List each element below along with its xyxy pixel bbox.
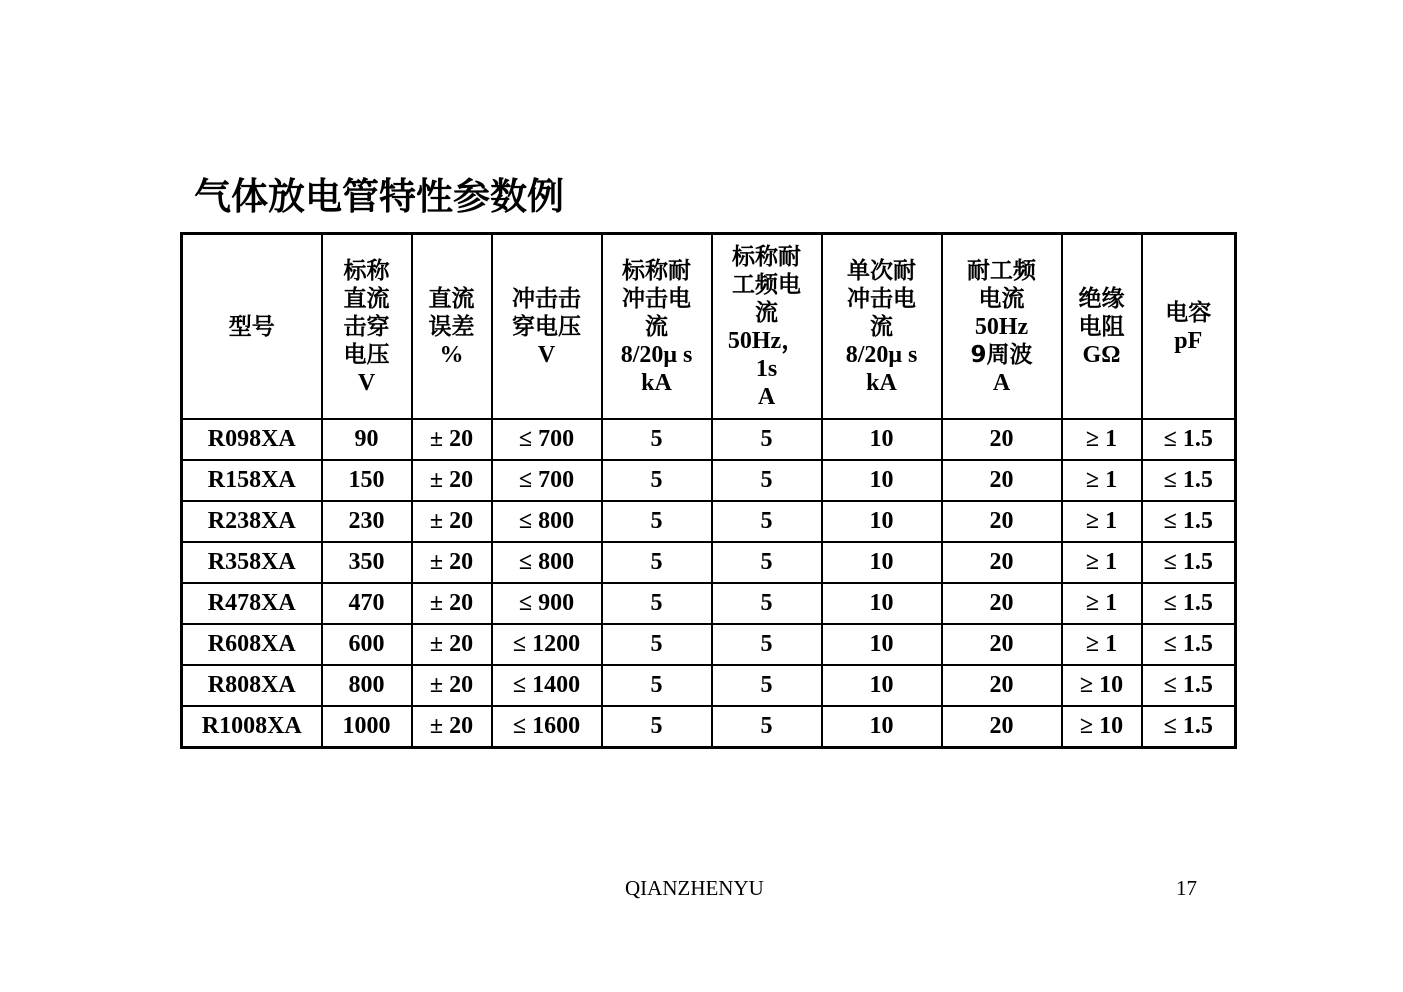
table-cell: 5 (712, 665, 822, 706)
table-header-row (182, 234, 1236, 420)
table-body (182, 419, 1236, 748)
table-cell: 5 (602, 542, 712, 583)
table-cell: ± 20 (412, 624, 492, 665)
table-cell: ≥ 10 (1062, 665, 1142, 706)
table-cell: ≤ 1.5 (1142, 542, 1236, 583)
table-cell: ≥ 1 (1062, 542, 1142, 583)
table-cell: 5 (602, 460, 712, 501)
table-cell: ≤ 700 (492, 419, 602, 460)
column-header-line: 直流 (428, 285, 475, 312)
column-header-line: 1s (755, 355, 778, 382)
column-header-line: 8/20μ s (845, 341, 918, 368)
model-cell: R358XA (182, 542, 322, 583)
column-header-line: 电流 (978, 285, 1025, 312)
table-cell: 600 (322, 624, 412, 665)
column-header-line: 50Hz， (727, 327, 806, 354)
table-cell: 20 (942, 624, 1062, 665)
column-header-line: V (537, 341, 556, 368)
table-cell: ≤ 1.5 (1142, 419, 1236, 460)
column-header (712, 234, 822, 420)
column-header-line: 误差 (428, 313, 475, 340)
table-cell: 20 (942, 501, 1062, 542)
table-cell: 20 (942, 419, 1062, 460)
column-header-line: V (357, 369, 376, 396)
table-cell: 20 (942, 665, 1062, 706)
column-header-line: 绝缘 (1078, 285, 1125, 312)
column-header-line: 冲击电 (622, 285, 691, 312)
model-cell: R808XA (182, 665, 322, 706)
spec-table (180, 232, 1237, 749)
column-header (942, 234, 1062, 420)
table-cell: ≤ 1600 (492, 706, 602, 748)
table-cell: ± 20 (412, 583, 492, 624)
table-cell: 10 (822, 542, 942, 583)
table-cell: ≤ 1.5 (1142, 706, 1236, 748)
table-cell: 20 (942, 706, 1062, 748)
table-cell: 5 (712, 624, 822, 665)
column-header-line: A (992, 369, 1011, 396)
table-row (182, 665, 1236, 706)
column-header-line: 穿电压 (512, 313, 581, 340)
table-cell: 5 (602, 583, 712, 624)
column-header-line: 9周波 (970, 341, 1033, 368)
table-cell: 1000 (322, 706, 412, 748)
table-cell: ≤ 800 (492, 501, 602, 542)
model-cell: R608XA (182, 624, 322, 665)
table-row (182, 542, 1236, 583)
column-header-line: 电阻 (1078, 313, 1125, 340)
table-cell: ≥ 10 (1062, 706, 1142, 748)
table-cell: 470 (322, 583, 412, 624)
table-cell: 10 (822, 419, 942, 460)
table-cell: 5 (712, 542, 822, 583)
column-header (1142, 234, 1236, 420)
table-cell: ± 20 (412, 460, 492, 501)
table-cell: 20 (942, 542, 1062, 583)
table-cell: ± 20 (412, 501, 492, 542)
table-cell: ≤ 900 (492, 583, 602, 624)
table-cell: 5 (602, 706, 712, 748)
table-cell: ≤ 1.5 (1142, 624, 1236, 665)
table-cell: 10 (822, 624, 942, 665)
column-header-line: 50Hz (974, 313, 1029, 340)
table-cell: ≤ 1400 (492, 665, 602, 706)
table-cell: 90 (322, 419, 412, 460)
table-cell: 350 (322, 542, 412, 583)
column-header-line: 流 (755, 299, 778, 326)
column-header-line: 标称 (343, 257, 390, 284)
table-cell: 5 (602, 665, 712, 706)
model-cell: R158XA (182, 460, 322, 501)
table-cell: ≤ 1.5 (1142, 501, 1236, 542)
column-header-line: kA (866, 369, 897, 396)
table-cell: ± 20 (412, 706, 492, 748)
footer-brand: QIANZHENYU (625, 876, 764, 900)
table-row (182, 419, 1236, 460)
column-header (602, 234, 712, 420)
table-cell: ≥ 1 (1062, 501, 1142, 542)
table-cell: 150 (322, 460, 412, 501)
table-cell: ≤ 1.5 (1142, 583, 1236, 624)
table-cell: 5 (602, 419, 712, 460)
table-cell: 230 (322, 501, 412, 542)
model-cell: R478XA (182, 583, 322, 624)
table-row (182, 706, 1236, 748)
table-row (182, 501, 1236, 542)
column-header-line: 单次耐 (847, 257, 916, 284)
table-cell: ≤ 1.5 (1142, 665, 1236, 706)
column-header (322, 234, 412, 420)
table-row (182, 460, 1236, 501)
table-cell: 800 (322, 665, 412, 706)
table-cell: ± 20 (412, 665, 492, 706)
table-row (182, 583, 1236, 624)
table-cell: ≤ 1200 (492, 624, 602, 665)
column-header-line: 标称耐 (622, 257, 691, 284)
table-row (182, 624, 1236, 665)
column-header-line: 8/20μ s (620, 341, 693, 368)
column-header-line: % (439, 341, 464, 368)
column-header-line: 电压 (343, 341, 390, 368)
table-cell: 10 (822, 665, 942, 706)
column-header-line: 击穿 (343, 313, 390, 340)
model-cell: R098XA (182, 419, 322, 460)
table-cell: 5 (712, 460, 822, 501)
table-cell: 10 (822, 460, 942, 501)
table-cell: 10 (822, 501, 942, 542)
table-cell: 20 (942, 583, 1062, 624)
table-cell: 20 (942, 460, 1062, 501)
column-header-line: 流 (645, 313, 668, 340)
column-header (822, 234, 942, 420)
column-header (412, 234, 492, 420)
table-cell: 5 (712, 419, 822, 460)
table-cell: 5 (712, 501, 822, 542)
column-header-line: 直流 (343, 285, 390, 312)
column-header-line: kA (641, 369, 672, 396)
table-cell: ± 20 (412, 542, 492, 583)
table-cell: ± 20 (412, 419, 492, 460)
column-header-line: 电容 (1165, 299, 1212, 326)
table-cell: ≥ 1 (1062, 624, 1142, 665)
table-cell: ≥ 1 (1062, 583, 1142, 624)
table-cell: ≥ 1 (1062, 419, 1142, 460)
column-header (182, 234, 322, 420)
page-title: 气体放电管特性参数例 (194, 175, 564, 218)
page-number: 17 (1176, 876, 1197, 900)
column-header-line: 工频电 (732, 271, 801, 298)
column-header-line: GΩ (1082, 341, 1121, 368)
table-cell: ≤ 700 (492, 460, 602, 501)
column-header-line: 流 (870, 313, 893, 340)
column-header-line: 标称耐 (732, 243, 801, 270)
table-cell: ≥ 1 (1062, 460, 1142, 501)
model-cell: R1008XA (182, 706, 322, 748)
column-header-line: pF (1174, 327, 1203, 354)
table-cell: ≤ 800 (492, 542, 602, 583)
column-header (1062, 234, 1142, 420)
column-header-line: 耐工频 (967, 257, 1036, 284)
column-header-line: A (757, 383, 776, 410)
table-cell: 5 (602, 624, 712, 665)
model-cell: R238XA (182, 501, 322, 542)
table-cell: 5 (602, 501, 712, 542)
column-header-line: 冲击击 (512, 285, 581, 312)
table-cell: 10 (822, 583, 942, 624)
column-header (492, 234, 602, 420)
table-cell: ≤ 1.5 (1142, 460, 1236, 501)
column-header-line: 型号 (228, 313, 275, 340)
table-cell: 5 (712, 583, 822, 624)
table-cell: 5 (712, 706, 822, 748)
column-header-line: 冲击电 (847, 285, 916, 312)
table-cell: 10 (822, 706, 942, 748)
